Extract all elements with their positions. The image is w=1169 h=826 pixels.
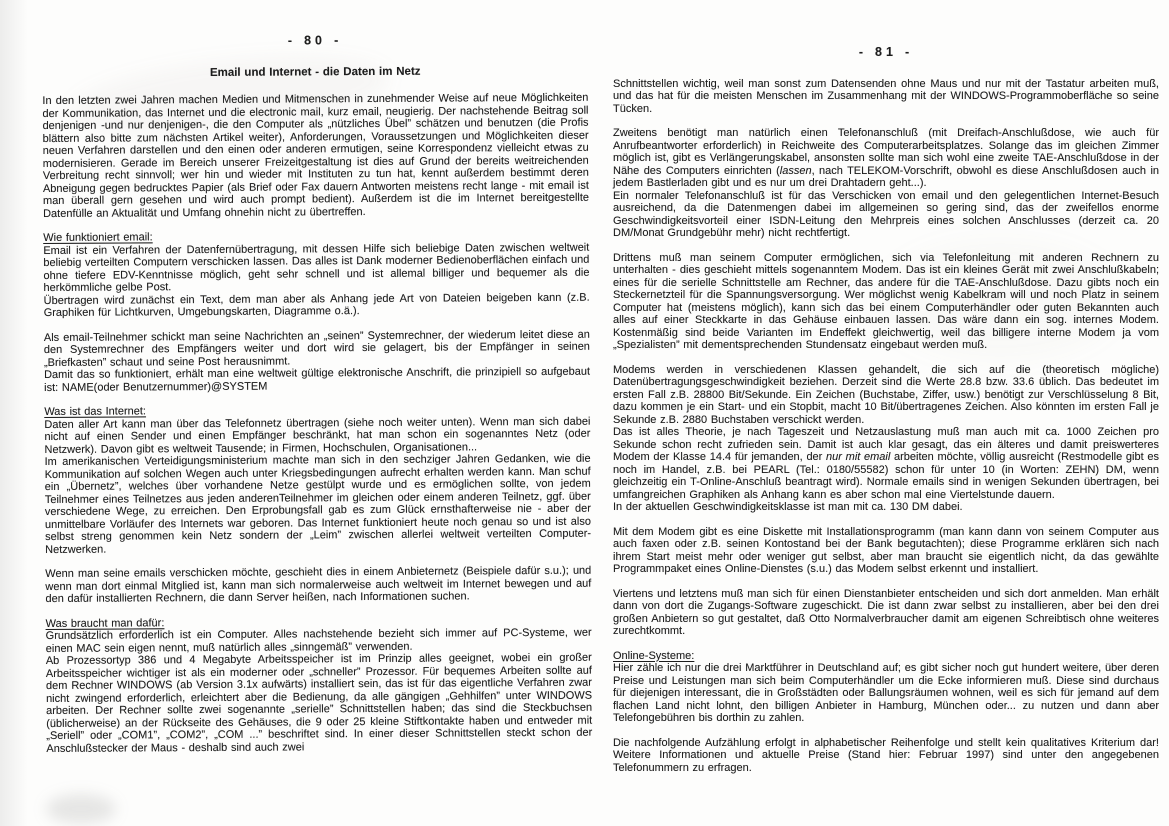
section-heading: Was ist das Internet: bbox=[44, 405, 146, 418]
paragraph-gap bbox=[613, 514, 1159, 526]
paragraph: Ein normaler Telefonanschluß ist für das Verschicken von email und den gelegentlichen Internet-Besuch ausreichend, da die Datenmengen dabei im allgemeinen so gering sind, das der zweifellos enorme Geschwindigkeitsvorteil einer ISDN-Leitung den Mehrpreis eines solchen Anschlusses (derzeit ca. 20 DM/Monat Grundgebühr mehr) nicht rechtfertigt. bbox=[613, 189, 1159, 239]
page-number: - 81 - bbox=[858, 45, 914, 59]
paragraph: Ab Prozessortyp 386 und 4 Megabyte Arbeitsspeicher ist im Prinzip alles geeignet, wobei ein großer Arbeitsspeicher wichtiger ist als ein moderner oder „schneller” Prozessor. Für bequemes Arbeiten sollte auf dem Rechner WINDOWS (ab Version 3.1x aufwärts) installiert sein, das ist für das eigentliche Verfahren zwar nicht zwingend erforderlich, erleichtert aber die Bedienung, da alle gängigen „Gehhilfen” unter WINDOWS arbeiten. Der Rechner sollte zwei sogenannte „serielle” Schnittstellen haben; das sind die Steckbuchsen (üblicherweise) an der Rückseite des Gehäuses, die 9 oder 25 kleine Stiftkontakte haben und entweder mit „Seriell” oder „COM1”, „COM2”, „COM ...” beschriftet sind. In einer dieser Schnittstellen steckt schon der Anschlußstecker der Maus - deshalb sind auch zwei bbox=[45, 651, 593, 755]
paragraph: Schnittstellen wichtig, weil man sonst zum Datensenden ohne Maus und nur mit der Tastatur arbeiten muß, und das hat für die meisten Menschen im Zusammenhang mit der WINDOWS-Programmoberfläche so seine Tücken. bbox=[613, 77, 1159, 115]
paragraph: Viertens und letztens muß man sich für einen Dienstanbieter entscheiden und sich dort anmelden. Man erhält dann von dort die Zugangs-Software zugeschickt. Die ist dann zwar selbst zu installieren, aber bei den drei großen Anbietern so gut gestaltet, daß Otto Normalverbraucher damit am eigenen Schreibtisch ohne weiteres zurechtkommt. bbox=[613, 587, 1159, 637]
paragraph: Grundsätzlich erforderlich ist ein Computer. Alles nachstehende bezieht sich immer auf PC-Systeme, wer einen MAC sein eigen nennt, muß natürlich alles „sinngemäß” verwenden. bbox=[45, 626, 592, 655]
paragraph: Damit das so funktioniert, erhält man eine weltweit gültige elektronische Anschrift, die prinzipiell so aufgebaut ist: NAME(oder Benutzernummer)@SYSTEM bbox=[44, 365, 591, 394]
article-title: Email und Internet - die Daten im Netz bbox=[209, 65, 421, 79]
paragraph: Als email-Teilnehmer schickt man seine Nachrichten an „seinen” Systemrechner, der wiederum leitet diese an den Systemrechner des Empfängers weiter und dort wird sie gelagert, bis der Empfänger in seinen „Briefkasten” schaut und seine Post herausnimmt. bbox=[43, 328, 590, 369]
paragraph-gap bbox=[613, 115, 1159, 127]
page-80 bbox=[42, 33, 592, 755]
paragraph: Daten aller Art kann man über das Telefonnetz übertragen (siehe noch weiter unten). Wenn man sich dabei nicht auf einen Sender und einen Empfänger beschränkt, hat man schon ein sogenanntes Netz (oder Netzwerk). Davon gibt es weltweit Tausende; in Firmen, Hochschulen, Organisationen... bbox=[44, 415, 591, 456]
scan-edge-shadow bbox=[0, 0, 28, 826]
paragraph-gap bbox=[613, 576, 1159, 588]
paragraph: In der aktuellen Geschwindigkeitsklasse ist man mit ca. 130 DM dabei. bbox=[613, 501, 963, 513]
paragraph: Hier zähle ich nur die drei Marktführer in Deutschland auf; es gibt sicher noch gut hundert weitere, über deren Preise und Leistungen man sich beim Computerhändler um die Ecke informieren muß. Diese sind durchaus für diejenigen interessant, die in Großstädten oder Ballungsräumen wohnen, weil es sich für jemand auf dem flachen Land nicht lohnt, den billigen Anbieter in Hamburg, München oder... zu nutzen und dann aber Telefongebühren bis dorthin zu zahlen. bbox=[613, 662, 1159, 724]
scan-corner-mark bbox=[46, 794, 116, 824]
paragraph: Die nachfolgende Aufzählung erfolgt in alphabetischer Reihenfolge und stellt kein qualitatives Kriterium dar! Weitere Informationen und aktuelle Preise (Stand hier: Februar 1997) sind unter den angegebenen Telefonummern zu erfragen. bbox=[613, 736, 1159, 774]
paragraph: Im amerikanischen Verteidigungsministerium machte man sich in den sechziger Jahren Gedanken, wie die Kommunikation auf solchen Wegen auch unter Kriegsbedingungen aufrecht erhalten werden kann. Man schuf ein „Übernetz”, welches über vorhandene Netze gestülpt wurde und es ermöglichen sollte, von jedem Teilnehmer eines Teilnetzes aus jeden anderenTeilnehmer im gleichen oder einem anderen Teilnetz, ggf. über verschiedene Wege, zu erreichen. Den Erprobungsfall gab es zum Glück ernsthafterweise nie - aber der unmittelbare Vorläufer des Internets war geboren. Das Internet funktioniert heute noch genau so und ist also selbst streng genommen kein Netz sondern der „Leim” zwischen allerlei weltweit verteilten Computer-Netzwerken. bbox=[44, 452, 592, 556]
paragraph: Übertragen wird zunächst ein Text, dem man aber als Anhang jede Art von Dateien beigeben kann (z.B. Graphiken für Lichtkurven, Umgebungskarten, Diagramme o.ä.). bbox=[43, 291, 590, 319]
paragraph-gap bbox=[613, 352, 1159, 364]
paragraph: In den letzten zwei Jahren machen Medien und Mitmenschen in zunehmender Weise auf neue Möglichkeiten der Kommunikation, das Internet und die electronic mail, kurz email, neugierig. Der nachstehende Beitrag soll denjenigen -und nur denjenigen-, die den Computer als „nützliches Übel” schätzen und benutzen (die Profis blättern also bitte zum nächsten Artikel weiter), Anforderungen, Voraussetzungen und Möglichkeiten dieser neuen Verfahren darstellen und den einen oder anderen ermutigen, seine Korrespondenz vielleicht etwas zu modernisieren. Gerade im Bereich unserer Freizeitgestaltung ist dies auf Grund der bereits weitreichenden Verbreitung recht sinnvoll; wer hin und wieder mit Instituten zu tun hat, kennt außerdem bestimmt deren Abneigung gegen bedrucktes Papier (als Brief oder Fax dauern Antworten meistens recht lange - mit email ist man überall gern gesehen und wird auch prompt bedient). Außerdem ist die im Internet bereitgestellte Datenfülle an Aktualität und Umfang ohnehin nicht zu übertreffen. bbox=[42, 91, 590, 220]
paragraph: Mit dem Modem gibt es eine Diskette mit Installationsprogramm (man kann dann von seinem Computer aus auch faxen oder z.B. seinen Kontostand bei der Bank begutachten); diese Programme erklären sich nach ihrem Start meist mehr oder weniger gut selbst, aber man braucht sie eigentlich nicht, da das gewählte Programmpaket eines Online-Dienstes (s.u.) das Modem selbst erkennt und installiert. bbox=[613, 525, 1159, 575]
paragraph: Modems werden in verschiedenen Klassen gehandelt, die sich auf die (theoretisch mögliche) Datenübertragungsgeschwindigkeit beziehen. Derzeit sind die Werte 28.8 bzw. 33.6 üblich. Das bedeutet im ersten Fall z.B. 28800 Bit/Sekunde. Ein Zeichen (Buchstabe, Ziffer, usw.) benötigt zur Verschlüsselung 8 Bit, dazu kommen je ein Start- und ein Stopbit, macht 10 Bit/übertragenes Zeichen. Also könnten im ersten Fall je Sekunde z.B. 2880 Buchstaben verschickt werden. bbox=[613, 363, 1159, 426]
paragraph-gap bbox=[613, 240, 1159, 252]
section-heading: Wie funktioniert email: bbox=[43, 231, 153, 244]
section-heading: Online-Systeme: bbox=[613, 649, 695, 662]
paragraph: Das ist alles Theorie, je nach Tageszeit und Netzauslastung muß man auch mit ca. 1000 Zeichen pro Sekunde schon recht zufrieden sein. Damit ist auch klar gesagt, das ein älteres und damit preiswerteres Modem der Klasse 14.4 für jemanden, der nur mit email arbeiten möchte, völlig ausreicht (Restmodelle gibt es noch im Handel, z.B. bei PEARL (Tel.: 0180/55582) schon für unter 10 (in Worten: ZEHN) DM, wenn gleichzeitig ein T-Online-Anschluß beantragt wird). Normale emails sind in wenigen Sekunden übertragen, bei umfangreichen Graphiken als Anhang kann es aber schon mal eine Viertelstunde dauern. bbox=[613, 426, 1159, 501]
section-heading: Was braucht man dafür: bbox=[45, 616, 165, 630]
page-number: - 80 - bbox=[287, 33, 343, 48]
paragraph: Zweitens benötigt man natürlich einen Telefonanschluß (mit Dreifach-Anschlußdose, wie auch für Anrufbeantworter erforderlich) in Reichweite des Computerarbeitsplatzes. Solange das im gleichen Zimmer möglich ist, gibt es Verlängerungskabel, ansonsten sollte man sich wohl eine zweite TAE-Anschlußdose in der Nähe des Computers einrichten (lassen, nach TELEKOM-Vorschrift, obwohl es diese Anschlußdosen auch in jedem Bastlerladen gibt und es nur um drei Drahtadern geht...). bbox=[613, 127, 1160, 189]
page-81 bbox=[613, 46, 1159, 774]
paragraph-gap bbox=[613, 638, 1159, 650]
paragraph: Wenn man seine emails verschicken möchte, geschieht dies in einem Anbieternetz (Beispiele dafür s.u.); und wenn man dort einmal Mitglied ist, kann man sich normalerweise auch weltweit im Internet bewegen und auf den dafür installierten Rechnern, die dann Server heißen, nach Informationen suchen. bbox=[45, 564, 592, 605]
paragraph-gap bbox=[613, 725, 1159, 737]
paragraph: Email ist ein Verfahren der Datenfernübertragung, mit dessen Hilfe sich beliebige Daten zwischen weltweit beliebig verteilten Computern verschicken lassen. Das alles ist Dank moderner Bedienoberflächen einfach und ohne tiefere EDV-Kenntnisse möglich, geht sehr schnell und ist allemal billiger und bequemer als die herkömmliche gelbe Post. bbox=[43, 241, 590, 294]
paragraph: Drittens muß man seinem Computer ermöglichen, sich via Telefonleitung mit anderen Rechnern zu unterhalten - dies geschieht mittels sogenanntem Modem. Das ist ein kleines Gerät mit zwei Anschlußkabeln; eines für die serielle Schnittstelle am Rechner, das andere für die TAE-Anschlußdose. Dazu gibts noch ein Steckernetzteil für die Spannungsversorgung. Wer möglichst wenig Kabelkram will und noch Platz in seinem Computer hat (meistens möglich), kann sich das bei einem Computerhändler oder guten Bekannten auch alles auf einer Steckkarte in das Gehäuse einbauen lassen. Das wäre dann ein sog. internes Modem. Kostenmäßig sind beide Varianten im Endeffekt gleichwertig, weil das billigere interne Modem ja vom „Spezialisten” mit dementsprechenden Stundensatz eingebaut werden muß. bbox=[613, 251, 1159, 351]
